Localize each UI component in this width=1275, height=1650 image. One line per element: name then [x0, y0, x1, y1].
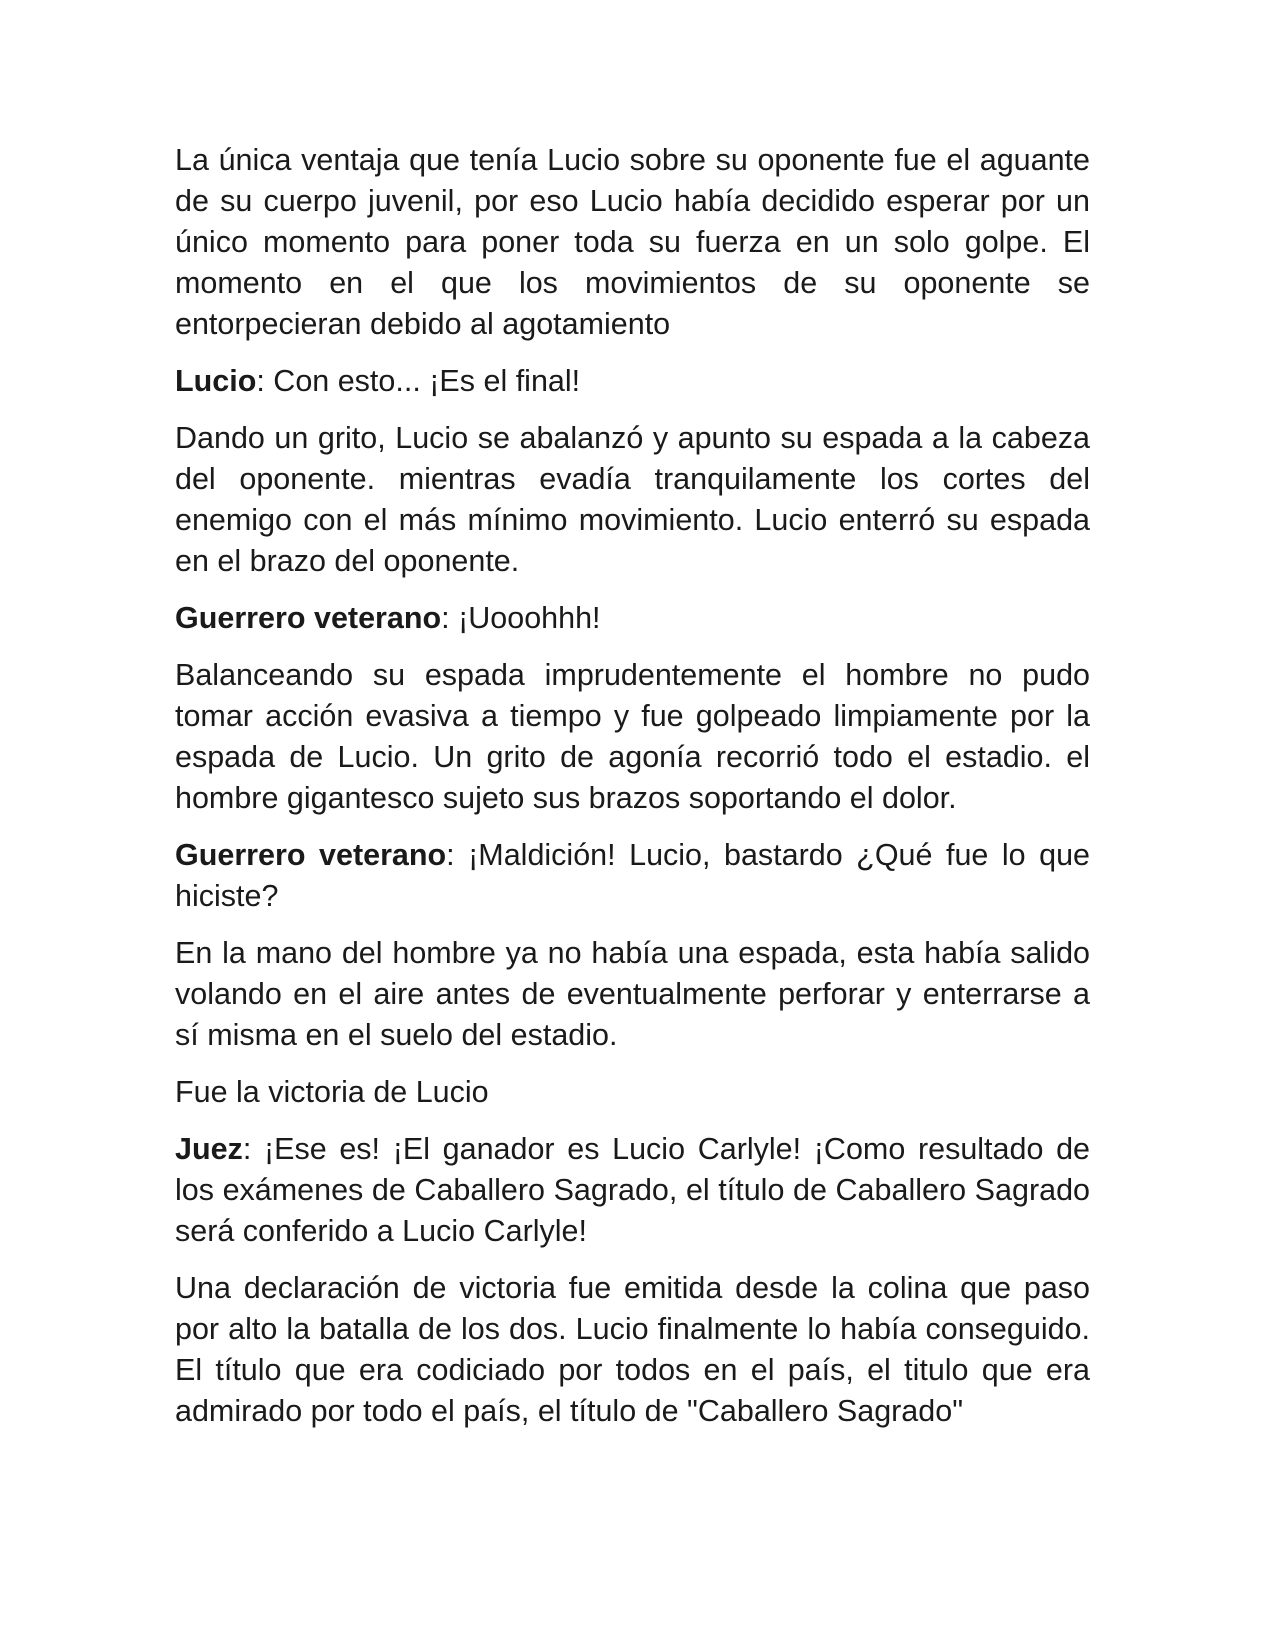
narration-paragraph — [175, 1072, 1090, 1113]
paragraph-text: Fue la victoria de Lucio — [175, 1075, 489, 1109]
speaker-separator: : — [446, 838, 469, 872]
paragraph-text: Balanceando su espada imprudentemente el hombre no pudo tomar acción evasiva a tiempo y fue golpeado limpiamente por la espada de Lucio. Un grito de agonía recorrió todo el estadio. el hombre gigantesco sujeto sus brazos soportando el dolor. — [175, 658, 1090, 815]
narration-paragraph — [175, 655, 1090, 819]
paragraph-text: Dando un grito, Lucio se abalanzó y apunto su espada a la cabeza del oponente. mientras evadía tranquilamente los cortes del enemigo con el más mínimo movimiento. Lucio enterró su espada en el brazo del oponente. — [175, 421, 1090, 578]
dialogue-line — [175, 835, 1090, 917]
narration-paragraph — [175, 933, 1090, 1056]
speaker-separator: : — [242, 1132, 264, 1166]
dialogue-line — [175, 598, 1090, 639]
document-page — [175, 140, 1090, 1448]
speaker-separator: : — [256, 364, 274, 398]
dialogue-line — [175, 1129, 1090, 1252]
dialogue-text: ¡Maldición! Lucio, bastardo ¿Qué fue lo que hiciste? — [175, 838, 1090, 913]
speaker-name: Juez — [175, 1132, 243, 1166]
speaker-name: Guerrero veterano — [175, 838, 447, 872]
narration-paragraph — [175, 1268, 1090, 1432]
dialogue-line — [175, 361, 1090, 402]
dialogue-text: ¡Uooohhh! — [458, 601, 601, 635]
speaker-separator: : — [441, 601, 459, 635]
paragraph-text: Una declaración de victoria fue emitida desde la colina que paso por alto la batalla de los dos. Lucio finalmente lo había conseguido. El título que era codiciado por todos en el país, el titulo que era admirado por todo el país, el título de "Caballero Sagrado" — [175, 1271, 1090, 1428]
speaker-name: Guerrero veterano — [175, 601, 442, 635]
dialogue-text: Con esto... ¡Es el final! — [273, 364, 581, 398]
narration-paragraph — [175, 140, 1090, 345]
narration-paragraph — [175, 418, 1090, 582]
paragraph-text: La única ventaja que tenía Lucio sobre su oponente fue el aguante de su cuerpo juvenil, por eso Lucio había decidido esperar por un único momento para poner toda su fuerza en un solo golpe. El momento en el que los movimientos de su oponente se entorpecieran debido al agotamiento — [175, 143, 1090, 341]
speaker-name: Lucio — [175, 364, 257, 398]
dialogue-text: ¡Ese es! ¡El ganador es Lucio Carlyle! ¡Como resultado de los exámenes de Caballero Sagrado, el título de Caballero Sagrado será conferido a Lucio Carlyle! — [175, 1132, 1091, 1248]
paragraph-text: En la mano del hombre ya no había una espada, esta había salido volando en el aire antes de eventualmente perforar y enterrarse a sí misma en el suelo del estadio. — [175, 936, 1090, 1052]
